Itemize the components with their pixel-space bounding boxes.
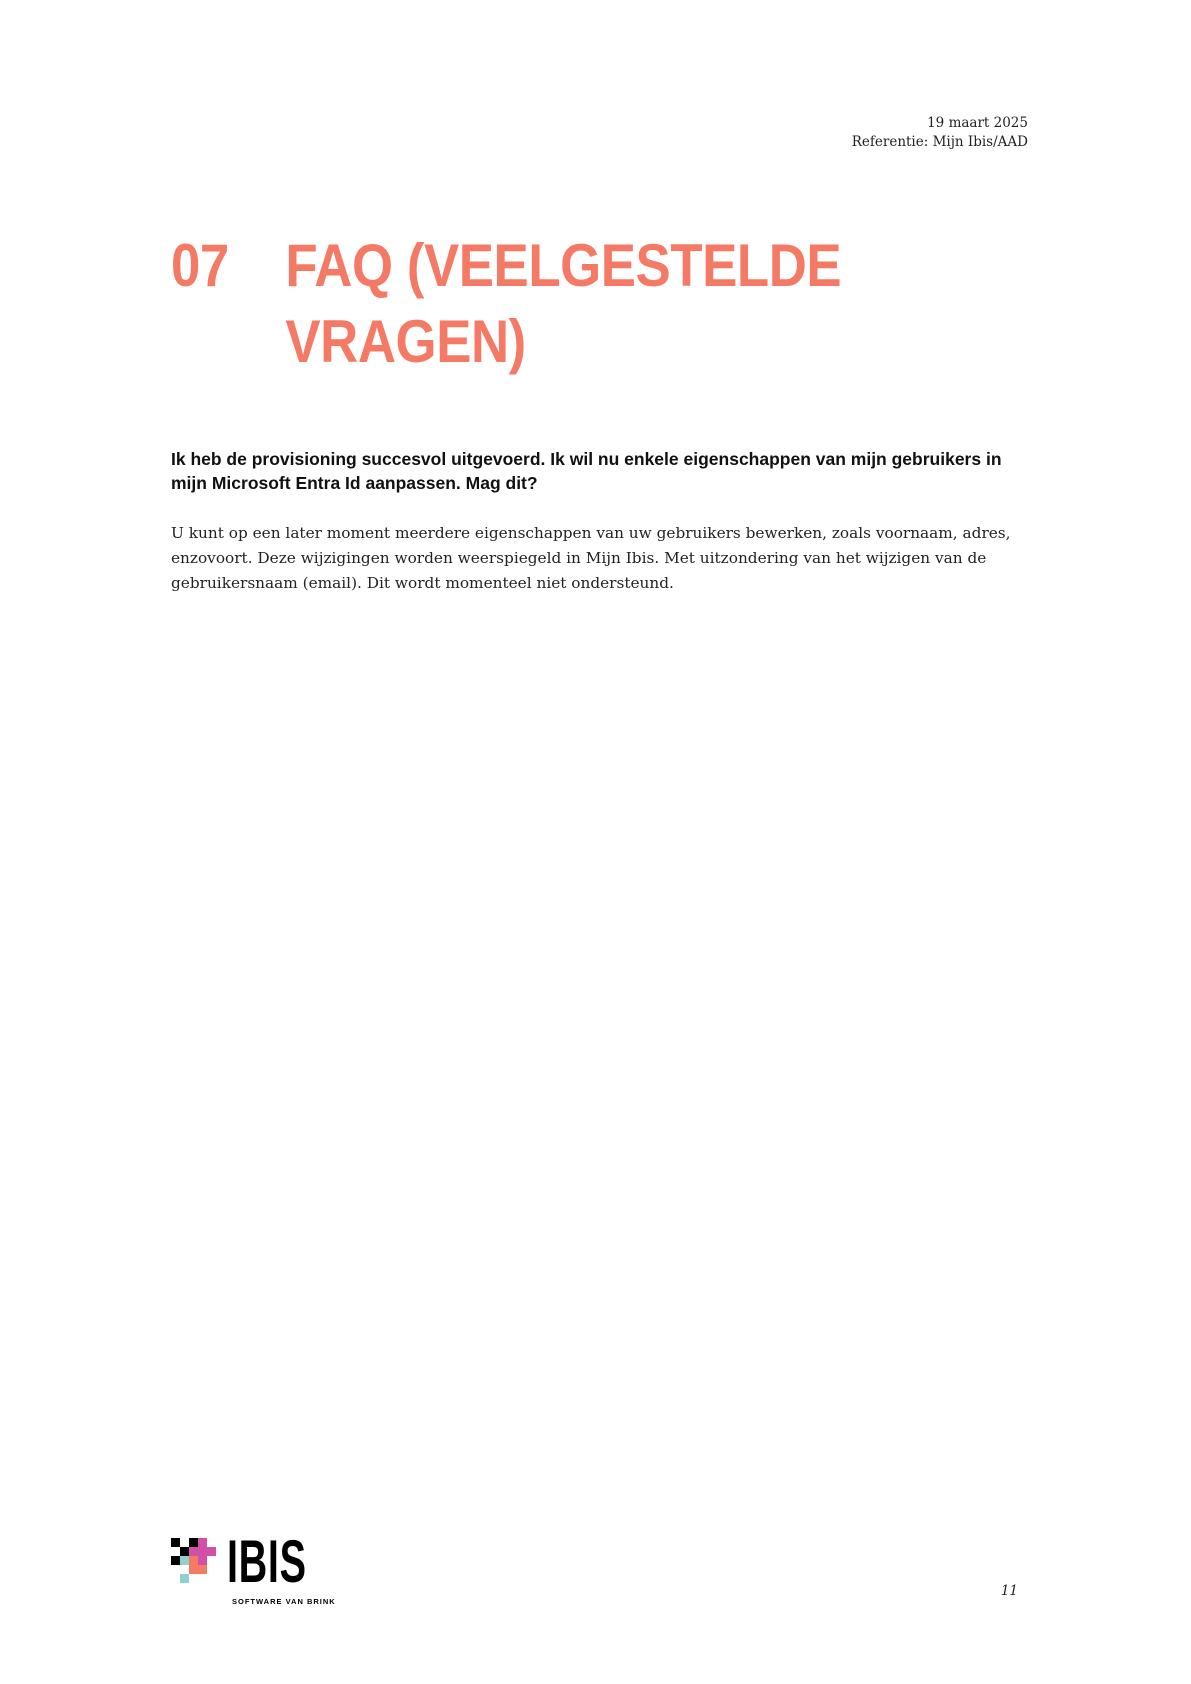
page-number: 11 [1000,1583,1018,1599]
chapter-title: FAQ (VEELGESTELDE VRAGEN) [285,232,842,375]
chapter-number: 07 [171,232,229,299]
ibis-logo [171,1528,336,1610]
ibis-logo-wordmark: IBIS [227,1528,307,1595]
document-date: 19 maart 2025 [927,115,1028,131]
document-reference: Referentie: Mijn Ibis/AAD [851,134,1028,150]
faq-answer: U kunt op een later moment meerdere eigenschappen van uw gebruikers bewerken, zoals voornaam, adres, enzovoort. Deze wijzigingen worden weerspiegeld in Mijn Ibis. Met uitzondering van het wijzigen van de gebruikersnaam (email). Dit wordt momenteel niet ondersteund. [171,524,1011,592]
faq-question: Ik heb de provisioning succesvol uitgevoerd. Ik wil nu enkele eigenschappen van mijn gebruikers in mijn Microsoft Entra Id aanpassen. Mag dit? [171,449,1002,493]
document-header [852,114,1028,152]
ibis-logo-tagline: SOFTWARE VAN BRINK [232,1597,336,1606]
ibis-logo-mark-icon [171,1538,225,1592]
